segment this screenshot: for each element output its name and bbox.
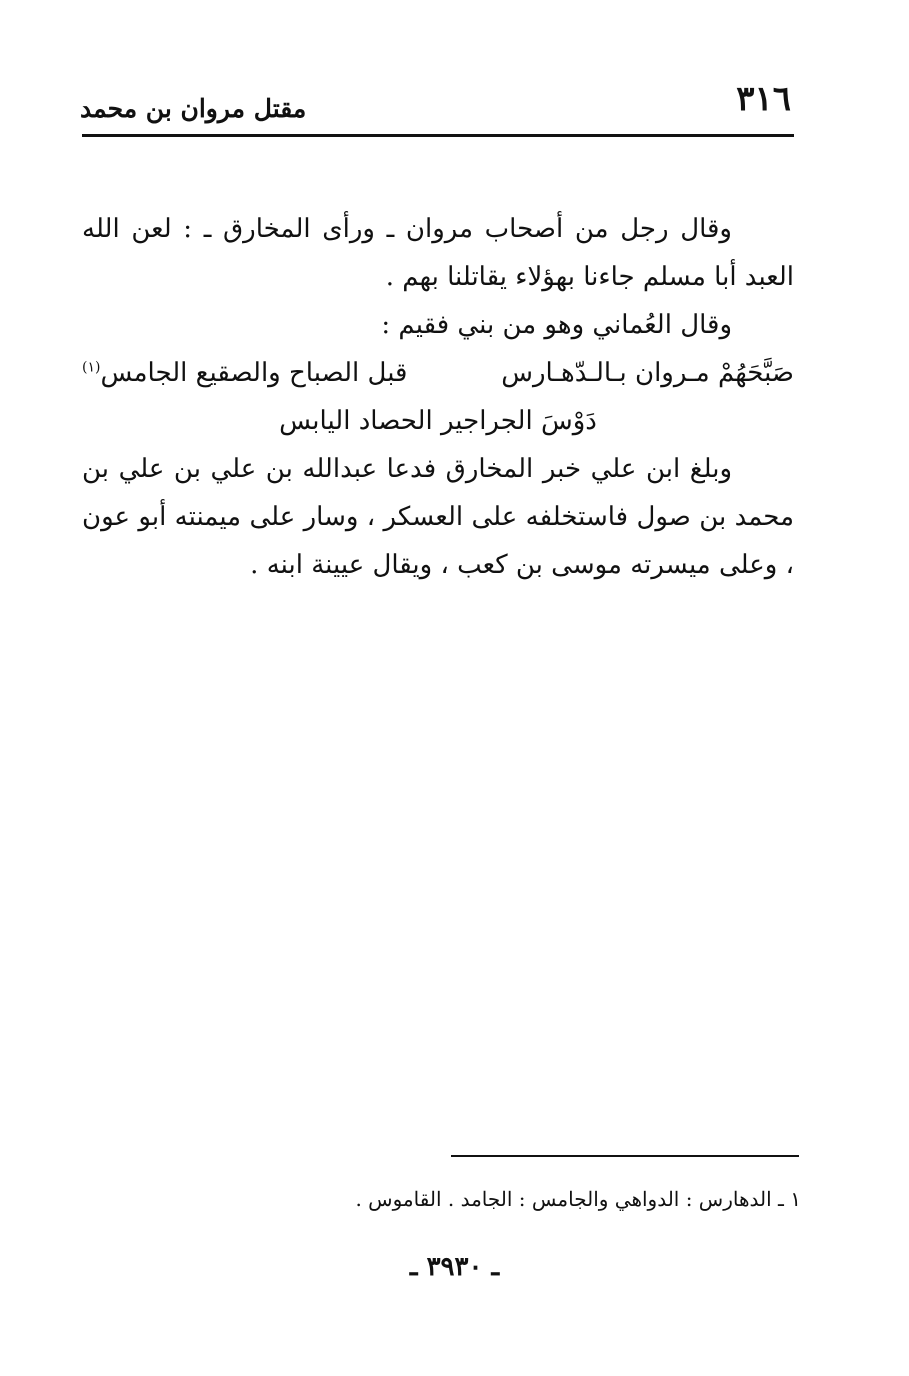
paragraph-1: وقال رجل من أصحاب مروان ـ ورأى المخارق ـ : لعن الله العبد أبا مسلم جاءنا بهؤلاء يقاتلنا بهم .: [82, 214, 794, 292]
running-title: مقتل مروان بن محمد: [80, 94, 307, 123]
page-number: ٣١٦: [736, 79, 791, 119]
verse-1-second-hemistich: قبل الصباح والصقيع الجامس: [100, 358, 408, 388]
verse-line-2: دَوْسَ الجراجير الحصاد اليابس: [279, 406, 597, 436]
verse-1-first-hemistich: صَبَّحَهُمْ مـروان بـالـدّهـارس: [501, 358, 794, 388]
verse-line-1: [82, 349, 794, 397]
paragraph-3: وبلغ ابن علي خبر المخارق فدعا عبدالله بن علي بن علي بن محمد بن صول فاستخلفه على العسكر ، وسار على ميمنته أبو عون ، وعلى ميسرته موسى بن كعب ، ويقال عيينة ابنه .: [82, 454, 794, 580]
footnote: ١ ـ الدهارس : الدواهي والجامس : الجامد . القاموس .: [355, 1187, 801, 1211]
folio-number: ـ ٣٩٣٠ ـ: [409, 1252, 500, 1282]
footnote-rule: [451, 1155, 799, 1157]
footnote-marker[interactable]: (١): [82, 359, 101, 376]
verse-1-second-hemistich-wrap: [82, 349, 407, 397]
header-rule: [82, 134, 794, 137]
paragraph-2: وقال العُماني وهو من بني فقيم :: [381, 310, 732, 340]
main-text: [82, 205, 794, 589]
